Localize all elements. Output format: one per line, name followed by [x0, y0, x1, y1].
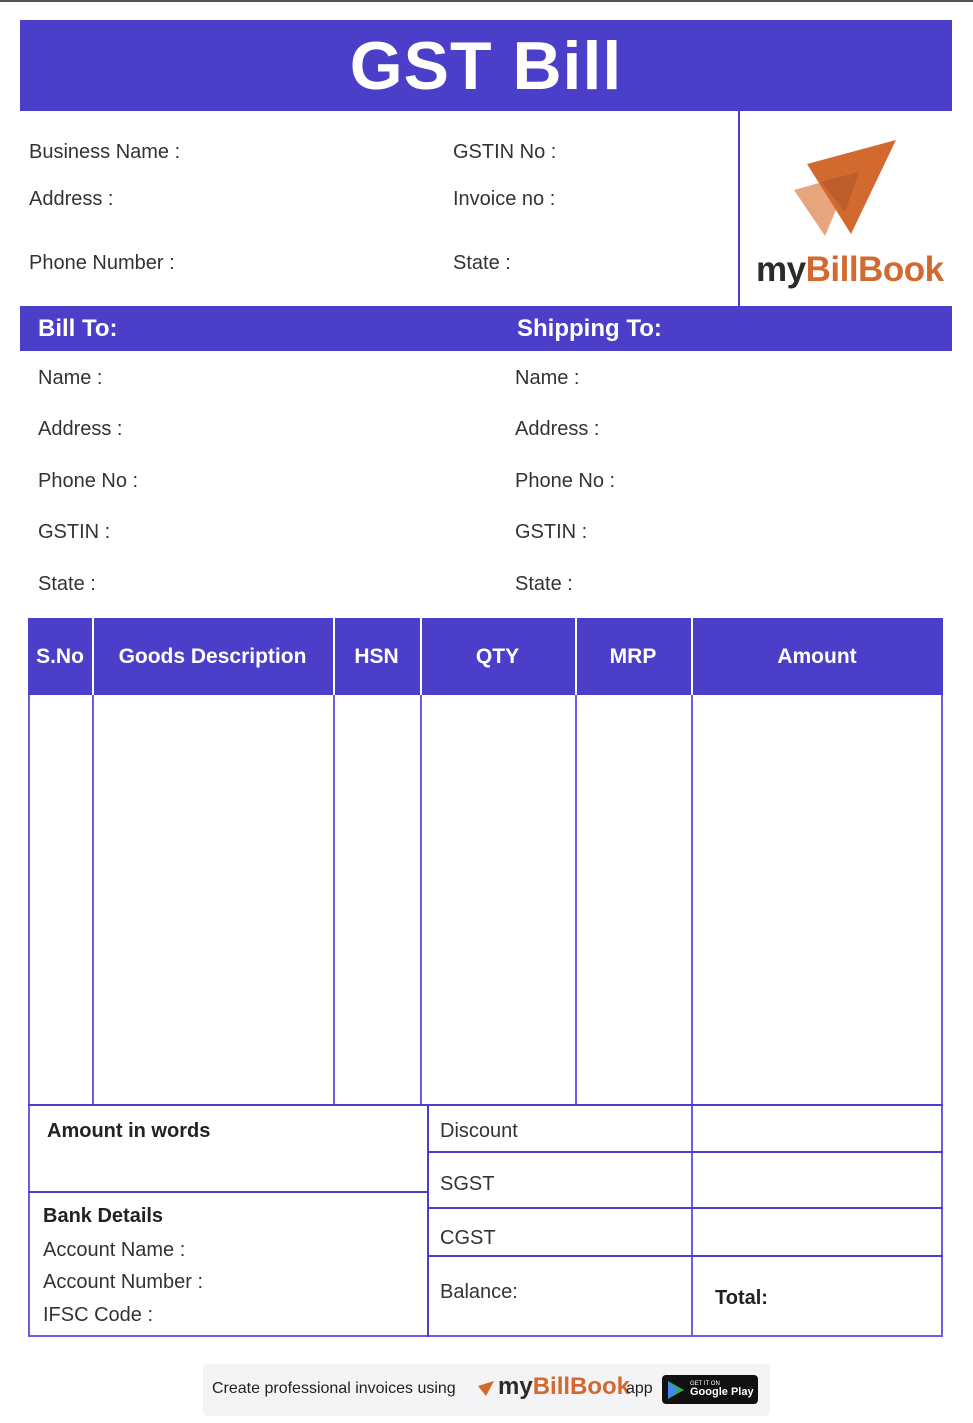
header-divider-2 [333, 618, 335, 695]
summary-top-line [28, 1104, 943, 1106]
cgst-line [427, 1255, 943, 1257]
badge-small-text: GET IT ON [690, 1381, 720, 1387]
bill-to-address-label: Address : [38, 418, 123, 440]
google-play-badge[interactable] [662, 1375, 758, 1404]
amount-in-words-label: Amount in words [47, 1120, 211, 1142]
column-header-sno: S.No [36, 644, 84, 668]
sgst-line [427, 1207, 943, 1209]
account-number-label: Account Number : [43, 1271, 204, 1293]
column-header-hsn: HSN [354, 644, 399, 668]
column-header-qty: QTY [475, 644, 520, 668]
cgst-label: CGST [440, 1227, 496, 1249]
sgst-label: SGST [440, 1173, 495, 1195]
summary-divider [427, 1104, 429, 1337]
column-header-mrp: MRP [609, 644, 657, 668]
header-divider-3 [420, 618, 422, 695]
bill-to-state-label: State : [38, 573, 96, 595]
badge-big-text: Google Play [690, 1386, 754, 1398]
business-name-label: Business Name : [29, 141, 181, 163]
business-address-label: Address : [29, 188, 114, 210]
ifsc-code-label: IFSC Code : [43, 1304, 154, 1326]
brand-triangle-icon [741, 112, 952, 252]
address-header-bar [20, 306, 952, 351]
column-divider-2 [333, 695, 335, 1105]
items-table-header [28, 618, 943, 695]
title-banner [20, 20, 952, 111]
business-phone-label: Phone Number : [29, 252, 175, 274]
discount-line [427, 1151, 943, 1153]
ship-to-state-label: State : [515, 573, 573, 595]
gstin-label: GSTIN No : [453, 141, 557, 163]
header-divider [738, 111, 740, 306]
shipping-to-title: Shipping To: [517, 315, 662, 342]
total-label: Total: [715, 1287, 768, 1309]
bill-to-title: Bill To: [38, 315, 118, 342]
header-divider-4 [575, 618, 577, 695]
footer-app-label: app [626, 1380, 653, 1397]
ship-to-phone-label: Phone No : [515, 470, 616, 492]
ship-to-address-label: Address : [515, 418, 600, 440]
footer-text: Create professional invoices using [212, 1380, 456, 1397]
column-header-amount: Amount [777, 644, 857, 668]
bill-to-gstin-label: GSTIN : [38, 521, 111, 543]
brand-triangle-icon [476, 1378, 496, 1398]
bank-details-title: Bank Details [43, 1205, 164, 1227]
ship-to-gstin-label: GSTIN : [515, 521, 588, 543]
header-divider-1 [92, 618, 94, 695]
bank-details-top-line [28, 1191, 428, 1193]
column-divider-1 [92, 695, 94, 1105]
account-name-label: Account Name : [43, 1239, 186, 1261]
google-play-icon [668, 1381, 684, 1399]
business-state-label: State : [453, 252, 511, 274]
column-header-description: Goods Description [118, 644, 307, 668]
column-divider-5 [691, 695, 693, 1337]
column-divider-3 [420, 695, 422, 1105]
page-title: GST Bill [349, 27, 623, 104]
bill-to-name-label: Name : [38, 367, 103, 389]
footer-brand: myBillBook [498, 1373, 631, 1400]
bill-to-phone-label: Phone No : [38, 470, 139, 492]
top-border-line [0, 0, 973, 2]
invoice-number-label: Invoice no : [453, 188, 556, 210]
column-divider-4 [575, 695, 577, 1105]
balance-label: Balance: [440, 1281, 518, 1303]
ship-to-name-label: Name : [515, 367, 580, 389]
logo-wordmark: myBillBook [756, 250, 944, 289]
header-divider-5 [691, 618, 693, 695]
discount-label: Discount [440, 1120, 518, 1142]
